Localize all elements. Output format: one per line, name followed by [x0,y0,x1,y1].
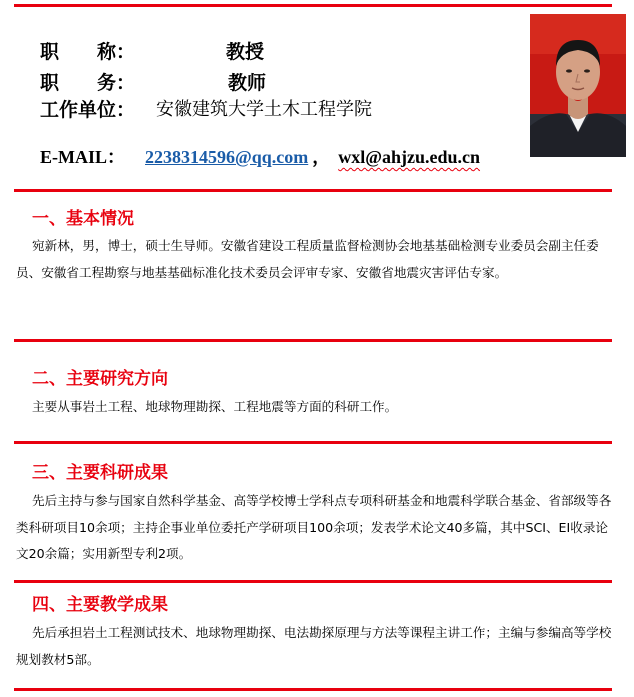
section-title-basic-info: 一、基本情况 [32,209,134,229]
section-divider-4 [14,580,612,583]
section-title-research-achievements: 三、主要科研成果 [32,463,168,483]
unit-value: 安徽建筑大学土木工程学院 [156,99,372,120]
title-value: 教授 [226,41,265,63]
position-value: 教师 [228,72,267,94]
email-ahjzu: wxl@ahjzu.edu.cn [338,147,481,167]
section-title-teaching-achievements: 四、主要教学成果 [32,595,168,615]
title-label: 职称： [40,41,136,63]
section-text-research-achievements: 先后主持与参与国家自然科学基金、高等学校博士学科点专项科研基金和地震科学联合基金、省部级等各类科研项目10余项；主持企事业单位委托产学研项目100余项；发表学术论文40多篇，其中SCI、EI收录论文20余篇；实用新型专利2项。 [16,493,612,561]
email-label: E-MAIL： [40,147,125,167]
unit-label: 工作单位： [40,99,136,121]
section-title-research-direction: 二、主要研究方向 [32,369,168,389]
section-text-basic-info: 宛新林，男，博士，硕士生导师。安徽省建设工程质量监督检测协会地基基础检测专业委员会副主任委员、安徽省工程勘察与地基基础标准化技术委员会评审专家、安徽省地震灾害评估专家。 [16,238,599,280]
top-divider [14,4,612,7]
profile-photo [530,14,626,157]
title-label-tail: 称： [97,41,136,63]
section-divider-1 [14,189,612,192]
position-label: 职务： [40,72,136,94]
section-text-teaching-achievements: 先后承担岩土工程测试技术、地球物理勘探、电法勘探原理与方法等课程主讲工作；主编与参编高等学校规划教材5部。 [16,625,612,667]
email-row [40,145,480,169]
section-divider-3 [14,441,612,444]
email-separator: ， [312,147,331,167]
email-link-qq[interactable]: 2238314596@qq.com [145,147,309,167]
bottom-divider [14,688,612,691]
section-divider-2 [14,339,612,342]
position-label-tail: 务： [97,72,136,94]
section-text-research-direction: 主要从事岩土工程、地球物理勘探、工程地震等方面的科研工作。 [32,399,398,414]
